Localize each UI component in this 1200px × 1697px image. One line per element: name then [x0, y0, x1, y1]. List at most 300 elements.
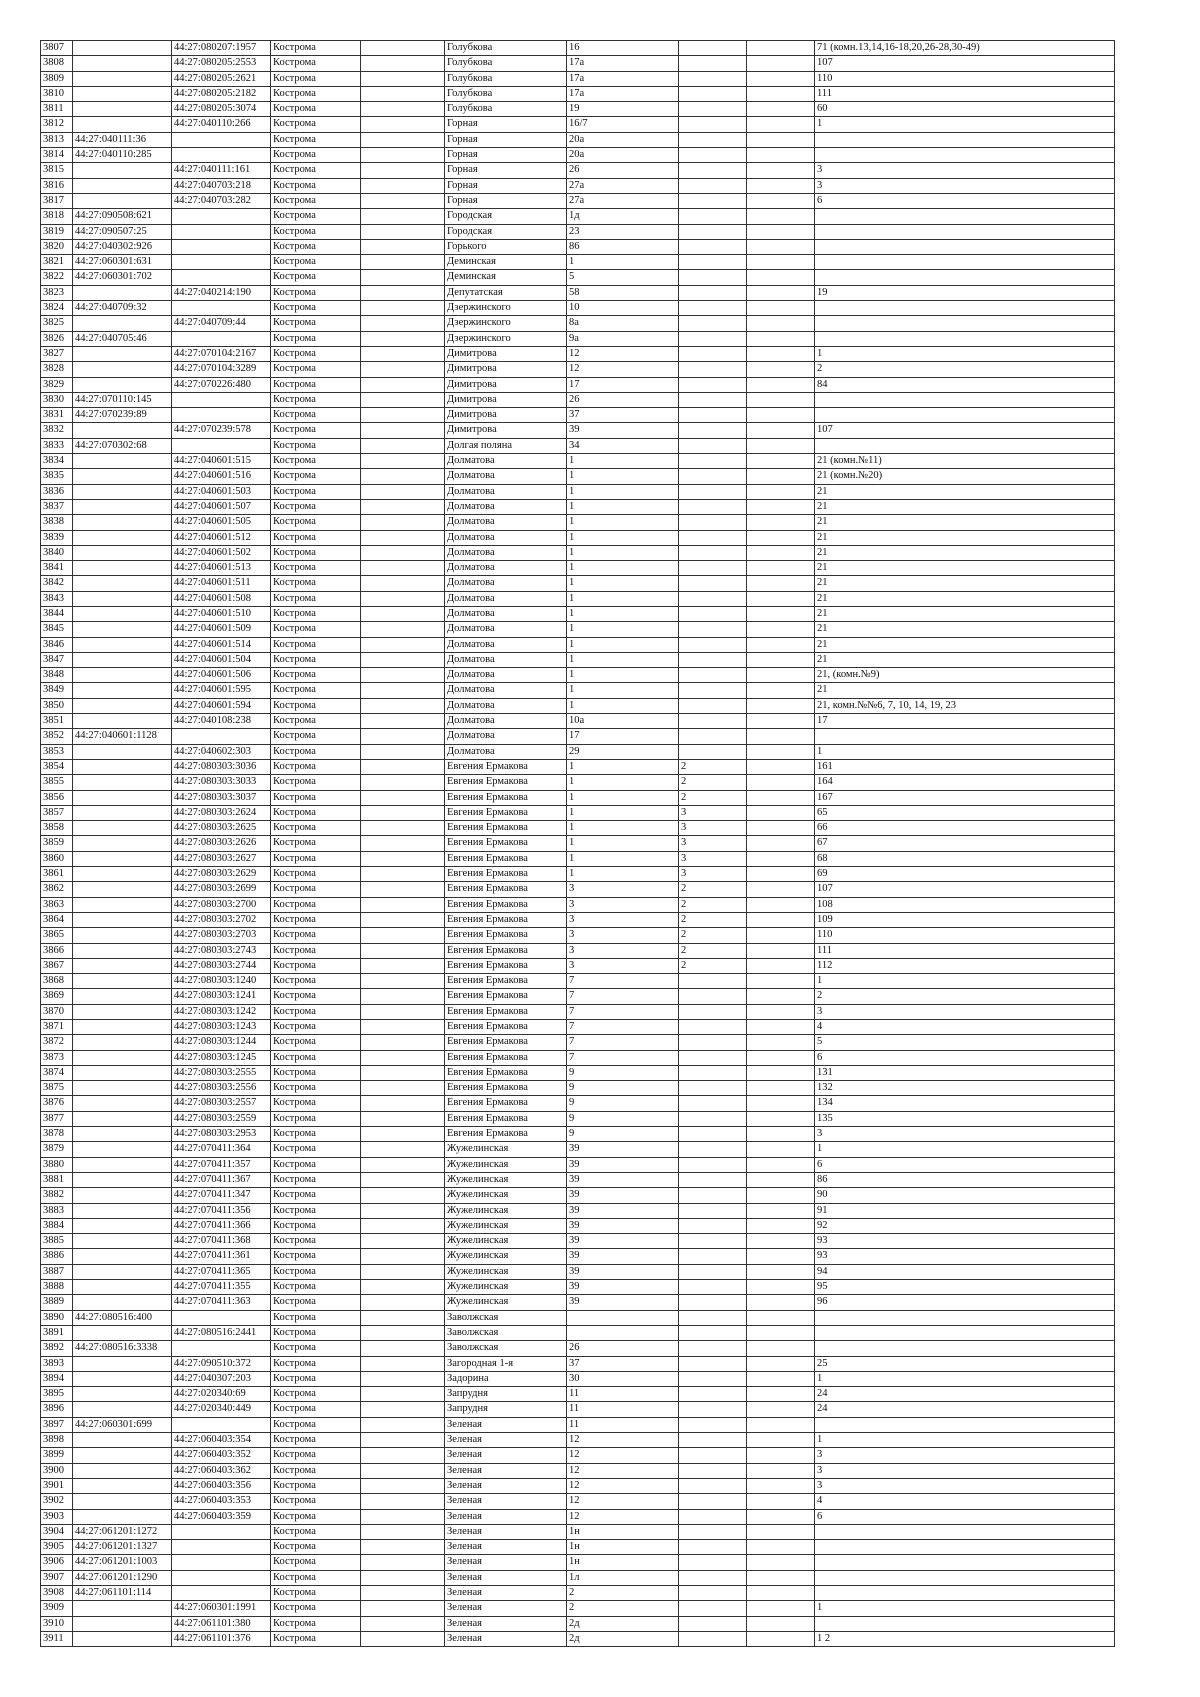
cell-korpus — [679, 714, 747, 729]
cell-c5 — [361, 1387, 445, 1402]
cell-street: Евгения Ермакова — [445, 897, 567, 912]
cell-korpus — [679, 1417, 747, 1432]
cell-apt: 21, комн.№№6, 7, 10, 14, 19, 23 — [815, 698, 1115, 713]
cell-apt: 6 — [815, 193, 1115, 208]
cell-apt: 112 — [815, 958, 1115, 973]
cell-apt: 17 — [815, 714, 1115, 729]
cell-c5 — [361, 1463, 445, 1478]
cell-c9 — [747, 255, 815, 270]
cell-apt: 167 — [815, 790, 1115, 805]
cell-cad-building — [73, 499, 172, 514]
cell-street: Димитрова — [445, 408, 567, 423]
cell-cad-building: 44:27:070110:145 — [73, 392, 172, 407]
cell-korpus — [679, 545, 747, 560]
table-row — [41, 148, 1115, 163]
cell-apt: 24 — [815, 1402, 1115, 1417]
cell-korpus — [679, 1310, 747, 1325]
cell-cad-room — [172, 1555, 271, 1570]
cell-apt — [815, 1341, 1115, 1356]
table-row — [41, 377, 1115, 392]
cell-house: 1 — [567, 469, 679, 484]
cell-c9 — [747, 1020, 815, 1035]
cell-cad-room: 44:27:070104:2167 — [172, 346, 271, 361]
cell-c9 — [747, 56, 815, 71]
cell-street: Евгения Ермакова — [445, 1050, 567, 1065]
table-row — [41, 56, 1115, 71]
cell-apt: 1 — [815, 346, 1115, 361]
cell-apt: 107 — [815, 56, 1115, 71]
cell-c5 — [361, 729, 445, 744]
cell-num: 3874 — [41, 1065, 73, 1080]
cell-c9 — [747, 163, 815, 178]
cell-apt — [815, 209, 1115, 224]
cell-c5 — [361, 1218, 445, 1233]
cell-city: Кострома — [271, 867, 361, 882]
cell-street: Жужелинская — [445, 1157, 567, 1172]
cell-cad-room: 44:27:080303:2559 — [172, 1111, 271, 1126]
cell-cad-building — [73, 423, 172, 438]
cell-cad-room — [172, 132, 271, 147]
cell-cad-building — [73, 668, 172, 683]
cell-cad-room: 44:27:070411:365 — [172, 1264, 271, 1279]
cell-city: Кострома — [271, 270, 361, 285]
cell-cad-room: 44:27:080303:3036 — [172, 759, 271, 774]
cell-cad-building — [73, 530, 172, 545]
cell-c5 — [361, 867, 445, 882]
cell-house: 1 — [567, 484, 679, 499]
cell-cad-building — [73, 714, 172, 729]
cell-cad-building: 44:27:080516:400 — [73, 1310, 172, 1325]
cell-c9 — [747, 1004, 815, 1019]
cell-cad-building — [73, 1371, 172, 1386]
cell-c9 — [747, 1387, 815, 1402]
cell-num: 3906 — [41, 1555, 73, 1570]
cell-c9 — [747, 1540, 815, 1555]
cell-cad-building — [73, 163, 172, 178]
cell-korpus — [679, 1157, 747, 1172]
cell-house: 39 — [567, 1280, 679, 1295]
cell-house: 23 — [567, 224, 679, 239]
cell-cad-room: 44:27:080303:3037 — [172, 790, 271, 805]
cell-c9 — [747, 102, 815, 117]
cell-house: 1 — [567, 759, 679, 774]
cell-city: Кострома — [271, 316, 361, 331]
cell-c9 — [747, 86, 815, 101]
cell-c5 — [361, 255, 445, 270]
cell-c9 — [747, 362, 815, 377]
cell-num: 3825 — [41, 316, 73, 331]
cell-cad-building — [73, 1616, 172, 1631]
cell-city: Кострома — [271, 1050, 361, 1065]
cell-c9 — [747, 1555, 815, 1570]
table-row — [41, 1478, 1115, 1493]
cell-street: Долматова — [445, 698, 567, 713]
cell-c5 — [361, 148, 445, 163]
cell-cad-building — [73, 943, 172, 958]
cell-korpus — [679, 86, 747, 101]
cell-korpus — [679, 1127, 747, 1142]
cell-c5 — [361, 805, 445, 820]
cell-num: 3861 — [41, 867, 73, 882]
cell-house: 1д — [567, 209, 679, 224]
cell-house: 3 — [567, 897, 679, 912]
cell-apt: 1 2 — [815, 1631, 1115, 1646]
cell-house: 12 — [567, 1509, 679, 1524]
cell-city: Кострома — [271, 1402, 361, 1417]
cell-num: 3903 — [41, 1509, 73, 1524]
cell-cad-room: 44:27:070239:578 — [172, 423, 271, 438]
cell-korpus — [679, 1035, 747, 1050]
cell-c5 — [361, 454, 445, 469]
cell-c9 — [747, 744, 815, 759]
cell-num: 3905 — [41, 1540, 73, 1555]
cell-num: 3823 — [41, 285, 73, 300]
table-row — [41, 1295, 1115, 1310]
cell-c9 — [747, 1157, 815, 1172]
cell-cad-building: 44:27:040709:32 — [73, 301, 172, 316]
cell-apt: 21 — [815, 606, 1115, 621]
cell-city: Кострома — [271, 255, 361, 270]
cell-city: Кострома — [271, 1234, 361, 1249]
cell-korpus — [679, 1601, 747, 1616]
cell-house: 1 — [567, 637, 679, 652]
cell-c9 — [747, 1417, 815, 1432]
cell-c9 — [747, 622, 815, 637]
cell-cad-building — [73, 744, 172, 759]
cell-cad-building — [73, 606, 172, 621]
cell-house: 7 — [567, 1004, 679, 1019]
cell-apt: 1 — [815, 744, 1115, 759]
cell-num: 3848 — [41, 668, 73, 683]
cell-cad-room: 44:27:040307:203 — [172, 1371, 271, 1386]
cell-apt: 21 — [815, 591, 1115, 606]
cell-cad-room: 44:27:070226:480 — [172, 377, 271, 392]
cell-c9 — [747, 1371, 815, 1386]
cell-cad-room: 44:27:020340:69 — [172, 1387, 271, 1402]
cell-house: 3 — [567, 912, 679, 927]
cell-num: 3896 — [41, 1402, 73, 1417]
cell-house: 1 — [567, 836, 679, 851]
cell-apt: 84 — [815, 377, 1115, 392]
cell-street: Дзержинского — [445, 331, 567, 346]
cell-c9 — [747, 759, 815, 774]
cell-cad-building: 44:27:061201:1327 — [73, 1540, 172, 1555]
cell-city: Кострома — [271, 1249, 361, 1264]
cell-c5 — [361, 117, 445, 132]
document-page — [40, 40, 1114, 1647]
cell-num: 3867 — [41, 958, 73, 973]
cell-cad-building — [73, 974, 172, 989]
cell-city: Кострома — [271, 117, 361, 132]
table-row — [41, 622, 1115, 637]
cell-korpus — [679, 744, 747, 759]
cell-city: Кострома — [271, 821, 361, 836]
cell-city: Кострома — [271, 1295, 361, 1310]
cell-cad-room — [172, 239, 271, 254]
cell-house — [567, 1325, 679, 1340]
cell-street: Жужелинская — [445, 1142, 567, 1157]
cell-num: 3864 — [41, 912, 73, 927]
cell-c9 — [747, 285, 815, 300]
cell-c5 — [361, 606, 445, 621]
cell-cad-building — [73, 1065, 172, 1080]
cell-city: Кострома — [271, 362, 361, 377]
cell-num: 3818 — [41, 209, 73, 224]
cell-apt — [815, 255, 1115, 270]
table-row — [41, 484, 1115, 499]
cell-korpus — [679, 484, 747, 499]
cell-korpus — [679, 1433, 747, 1448]
table-row — [41, 1310, 1115, 1325]
cell-apt: 19 — [815, 285, 1115, 300]
cell-cad-room: 44:27:080303:1242 — [172, 1004, 271, 1019]
cell-house: 1 — [567, 515, 679, 530]
cell-num: 3812 — [41, 117, 73, 132]
cell-house: 1 — [567, 606, 679, 621]
cell-apt: 21 — [815, 484, 1115, 499]
cell-cad-room: 44:27:090510:372 — [172, 1356, 271, 1371]
cell-apt: 108 — [815, 897, 1115, 912]
cell-cad-building — [73, 41, 172, 56]
cell-num: 3882 — [41, 1188, 73, 1203]
cell-cad-building: 44:27:060301:631 — [73, 255, 172, 270]
cell-apt: 107 — [815, 882, 1115, 897]
cell-c9 — [747, 989, 815, 1004]
cell-street: Зеленая — [445, 1417, 567, 1432]
cell-city: Кострома — [271, 1004, 361, 1019]
cell-house: 11 — [567, 1387, 679, 1402]
cell-street: Зеленая — [445, 1601, 567, 1616]
cell-city: Кострома — [271, 714, 361, 729]
cell-street: Евгения Ермакова — [445, 958, 567, 973]
table-row — [41, 270, 1115, 285]
cell-house: 39 — [567, 1142, 679, 1157]
cell-street: Горького — [445, 239, 567, 254]
table-row — [41, 239, 1115, 254]
cell-korpus — [679, 637, 747, 652]
cell-c9 — [747, 316, 815, 331]
cell-korpus — [679, 1111, 747, 1126]
cell-c9 — [747, 974, 815, 989]
cell-num: 3880 — [41, 1157, 73, 1172]
table-row — [41, 86, 1115, 101]
cell-cad-building — [73, 1325, 172, 1340]
cell-cad-room: 44:27:040601:505 — [172, 515, 271, 530]
cell-korpus — [679, 469, 747, 484]
cell-street: Евгения Ермакова — [445, 989, 567, 1004]
cell-apt — [815, 392, 1115, 407]
cell-house: 11 — [567, 1417, 679, 1432]
cell-c5 — [361, 484, 445, 499]
cell-house: 17 — [567, 729, 679, 744]
cell-cad-room: 44:27:040709:44 — [172, 316, 271, 331]
cell-street: Димитрова — [445, 392, 567, 407]
cell-c5 — [361, 1188, 445, 1203]
cell-house: 9 — [567, 1127, 679, 1142]
cell-cad-room: 44:27:060403:352 — [172, 1448, 271, 1463]
cell-city: Кострома — [271, 1280, 361, 1295]
cell-apt: 21 — [815, 652, 1115, 667]
cell-street: Зеленая — [445, 1463, 567, 1478]
cell-korpus — [679, 285, 747, 300]
cell-num: 3857 — [41, 805, 73, 820]
table-row — [41, 989, 1115, 1004]
cell-c9 — [747, 438, 815, 453]
cell-c9 — [747, 1356, 815, 1371]
cell-num: 3875 — [41, 1081, 73, 1096]
cell-c5 — [361, 1249, 445, 1264]
cell-house: 3 — [567, 928, 679, 943]
cell-num: 3897 — [41, 1417, 73, 1432]
cell-apt: 21 (комн.№11) — [815, 454, 1115, 469]
cell-street: Городская — [445, 209, 567, 224]
table-row — [41, 683, 1115, 698]
cell-street: Долматова — [445, 530, 567, 545]
cell-house: 17а — [567, 56, 679, 71]
cell-c9 — [747, 1494, 815, 1509]
table-row — [41, 423, 1115, 438]
cell-c9 — [747, 530, 815, 545]
cell-c5 — [361, 1524, 445, 1539]
cell-house: 1 — [567, 454, 679, 469]
cell-num: 3904 — [41, 1524, 73, 1539]
cell-house: 3 — [567, 958, 679, 973]
cell-house: 1 — [567, 775, 679, 790]
cell-cad-building: 44:27:060301:702 — [73, 270, 172, 285]
cell-c9 — [747, 1065, 815, 1080]
cell-c9 — [747, 178, 815, 193]
cell-c5 — [361, 224, 445, 239]
cell-house — [567, 1310, 679, 1325]
table-row — [41, 836, 1115, 851]
cell-c5 — [361, 515, 445, 530]
cell-cad-building — [73, 56, 172, 71]
cell-city: Кострома — [271, 530, 361, 545]
cell-city: Кострома — [271, 41, 361, 56]
cell-city: Кострома — [271, 163, 361, 178]
cell-apt — [815, 1524, 1115, 1539]
cell-c5 — [361, 775, 445, 790]
table-row — [41, 163, 1115, 178]
cell-cad-building — [73, 515, 172, 530]
cell-street: Городская — [445, 224, 567, 239]
cell-apt — [815, 301, 1115, 316]
cell-num: 3834 — [41, 454, 73, 469]
cell-cad-room: 44:27:020340:449 — [172, 1402, 271, 1417]
table-row — [41, 178, 1115, 193]
cell-apt: 3 — [815, 178, 1115, 193]
cell-num: 3808 — [41, 56, 73, 71]
cell-street: Евгения Ермакова — [445, 759, 567, 774]
cell-house: 1н — [567, 1524, 679, 1539]
cell-apt: 107 — [815, 423, 1115, 438]
cell-c5 — [361, 836, 445, 851]
cell-cad-room: 44:27:070411:364 — [172, 1142, 271, 1157]
cell-c9 — [747, 821, 815, 836]
cell-street: Евгения Ермакова — [445, 1004, 567, 1019]
table-row — [41, 1616, 1115, 1631]
cell-c5 — [361, 714, 445, 729]
cell-cad-room: 44:27:070104:3289 — [172, 362, 271, 377]
cell-street: Долматова — [445, 515, 567, 530]
cell-c9 — [747, 1524, 815, 1539]
cell-c9 — [747, 1631, 815, 1646]
cell-apt: 92 — [815, 1218, 1115, 1233]
cell-house: 12 — [567, 1448, 679, 1463]
cell-street: Дзержинского — [445, 301, 567, 316]
cell-apt: 161 — [815, 759, 1115, 774]
cell-cad-room: 44:27:040601:510 — [172, 606, 271, 621]
cell-c9 — [747, 637, 815, 652]
cell-c5 — [361, 912, 445, 927]
cell-c5 — [361, 346, 445, 361]
cell-apt — [815, 438, 1115, 453]
cell-num: 3813 — [41, 132, 73, 147]
cell-house: 7 — [567, 989, 679, 1004]
cell-cad-room — [172, 1341, 271, 1356]
cell-apt — [815, 729, 1115, 744]
cell-street: Жужелинская — [445, 1172, 567, 1187]
cell-korpus — [679, 1081, 747, 1096]
cell-city: Кострома — [271, 1264, 361, 1279]
cell-house: 1 — [567, 652, 679, 667]
table-row — [41, 606, 1115, 621]
cell-city: Кострома — [271, 469, 361, 484]
cell-street: Долматова — [445, 454, 567, 469]
cell-city: Кострома — [271, 484, 361, 499]
cell-num: 3835 — [41, 469, 73, 484]
cell-c5 — [361, 744, 445, 759]
cell-cad-room: 44:27:060403:362 — [172, 1463, 271, 1478]
cell-c5 — [361, 1172, 445, 1187]
cell-c5 — [361, 178, 445, 193]
cell-korpus — [679, 1096, 747, 1111]
cell-num: 3814 — [41, 148, 73, 163]
cell-korpus — [679, 1188, 747, 1203]
cell-c5 — [361, 790, 445, 805]
cell-apt: 135 — [815, 1111, 1115, 1126]
cell-street: Димитрова — [445, 362, 567, 377]
cell-house: 1 — [567, 622, 679, 637]
table-row — [41, 1509, 1115, 1524]
cell-cad-room — [172, 1585, 271, 1600]
cell-cad-room: 44:27:061101:380 — [172, 1616, 271, 1631]
cell-cad-building — [73, 591, 172, 606]
cell-street: Евгения Ермакова — [445, 867, 567, 882]
cell-house: 1 — [567, 255, 679, 270]
cell-c5 — [361, 408, 445, 423]
cell-korpus — [679, 132, 747, 147]
cell-num: 3887 — [41, 1264, 73, 1279]
cell-city: Кострома — [271, 1448, 361, 1463]
table-row — [41, 1631, 1115, 1646]
table-row — [41, 1020, 1115, 1035]
cell-apt: 111 — [815, 943, 1115, 958]
cell-c9 — [747, 790, 815, 805]
cell-num: 3811 — [41, 102, 73, 117]
cell-city: Кострома — [271, 1172, 361, 1187]
cell-c5 — [361, 943, 445, 958]
cell-apt: 60 — [815, 102, 1115, 117]
cell-cad-room: 44:27:040601:595 — [172, 683, 271, 698]
cell-house: 7 — [567, 1050, 679, 1065]
cell-c9 — [747, 132, 815, 147]
cell-cad-room: 44:27:070411:361 — [172, 1249, 271, 1264]
cell-house: 39 — [567, 1203, 679, 1218]
cell-cad-building — [73, 1295, 172, 1310]
cell-num: 3883 — [41, 1203, 73, 1218]
cell-num: 3895 — [41, 1387, 73, 1402]
